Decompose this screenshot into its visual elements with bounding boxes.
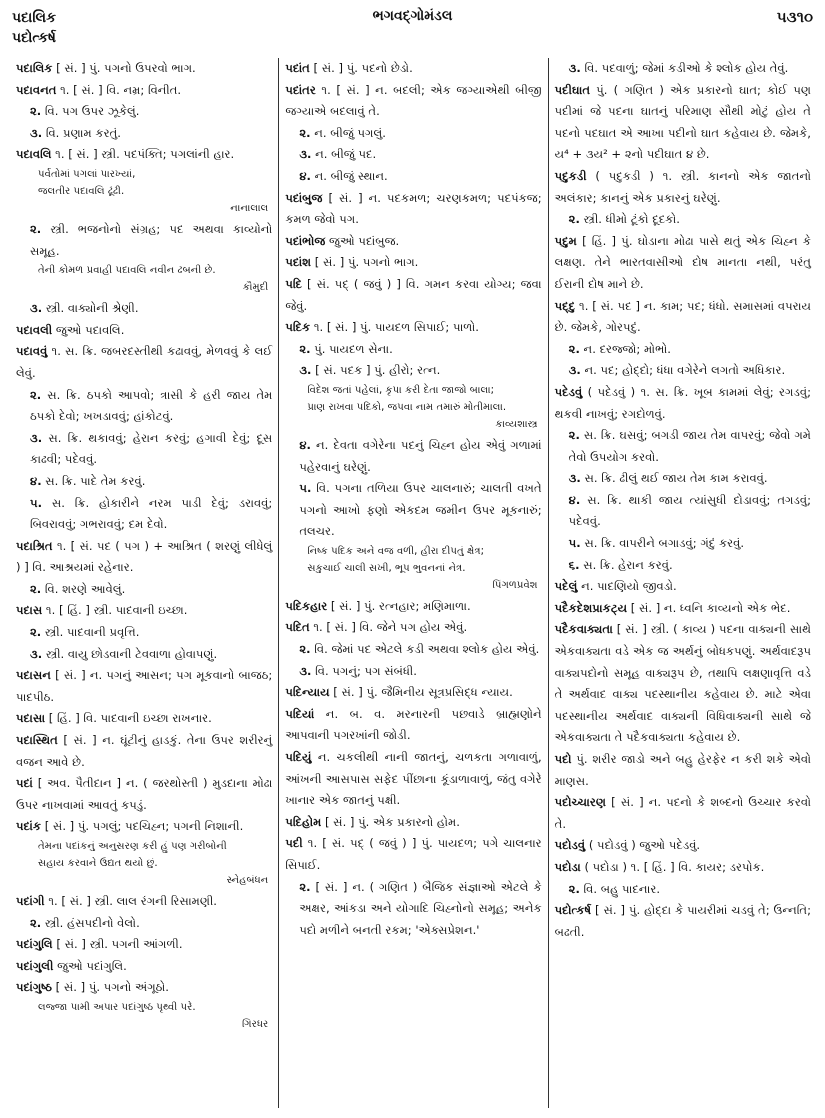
dictionary-entry [285, 617, 541, 639]
headword: પદાંશ [285, 255, 312, 270]
definition-text: ૧. [ સં. ] સ્ત્રી. પદપંક્તિ; પગલાંની હાર. [51, 147, 235, 162]
headword: પદિકહાર [285, 598, 328, 613]
headword: પદ્દુ [554, 298, 576, 313]
entry-sense [555, 360, 811, 382]
sense-number: ૪. [299, 168, 311, 183]
definition-text: [ સં. ] સ્ત્રી. પગની આંગળી. [52, 937, 183, 952]
sense-number: ૩. [299, 363, 312, 378]
sense-number: ૩. [30, 301, 43, 316]
definition-text: ન. પદ; હોદ્દો; ધંધા વગેરેને લગતો અધિકાર. [580, 363, 786, 378]
definition-text: સ્ત્રી. ભજનોનો સંગ્રહ; પદ અથવા કાવ્યોનો સમૂહ. [30, 221, 273, 258]
dictionary-entry [555, 166, 811, 209]
entry-sense [555, 879, 811, 901]
definition-text: [ સં. ] પું. રત્નહાર; મણિમાળા. [327, 598, 471, 613]
page-header [12, 8, 813, 52]
entry-sense [285, 123, 541, 145]
entry-sense [16, 471, 272, 493]
definition-text: ન. બીજું સ્થાન. [310, 168, 388, 183]
definition-text: સ્ત્રી. વાક્યોની શ્રેણી. [42, 301, 139, 316]
definition-text: વિ. પગનું; પગ સંબંધી. [311, 663, 417, 678]
sense-number: ૨. [568, 428, 580, 443]
entry-sense [285, 144, 541, 166]
entry-sense [16, 298, 272, 320]
headword: પદાલિક [16, 61, 53, 75]
quote-line: નિષ્ક પદિક અને વજ વળી, હીરા દીપતું ક્ષેત્ર; [307, 545, 485, 557]
dictionary-entry [285, 704, 541, 747]
entry-sense [285, 478, 541, 543]
definition-text: [ હિં. ] વિ. પાદવાની ઇચ્છા રાખનાર. [45, 711, 212, 726]
dictionary-entry [285, 317, 541, 339]
definition-text: ન. દરજ્જો; મોભો. [579, 341, 671, 356]
citation-quote [16, 262, 272, 296]
entry-sense [16, 219, 272, 262]
headword: પદાસન [16, 668, 51, 683]
definition-text: ન. પાદણિયો જીવડો. [577, 579, 677, 594]
definition-text: વિ. પગ ઉપર ઝૂકેલું. [41, 104, 140, 119]
entry-sense [16, 123, 272, 145]
sense-number: ૩. [299, 663, 312, 678]
definition-text: [ સં. ] ન. ( ગણિત ) બૈજિક સંજ્ઞાઓ એટલે કે અક્ષર, આંકડા અને યોગાદિ ચિહ્નોનો સમૂહ; અનેક પદો મળીને બનતી રકમ; 'એક્સપ્રેશન.' [299, 879, 542, 937]
entry-sense [16, 428, 272, 471]
headword: પદોડવું [554, 838, 586, 853]
definition-text: ૧. [ સં. ] વિ. જેને પગ હોય એવું. [309, 620, 468, 635]
headword: પદાસ્થિત [16, 733, 58, 748]
citation-quote [285, 543, 541, 594]
dictionary-entry [555, 576, 811, 598]
dictionary-entry [16, 600, 272, 622]
entry-sense [285, 877, 541, 942]
sense-number: ૩. [30, 125, 43, 140]
headword: પદુમ [554, 233, 577, 248]
citation-quote [16, 838, 272, 889]
headword: પદાવલી [16, 322, 53, 337]
headword: પદાંગુષ્ઠ [16, 980, 52, 995]
definition-text: ( પદુકડી ) ૧. સ્ત્રી. કાનનો એક જાતનો અલંકાર; કાનનું એક પ્રકારનું ઘરેણું. [554, 168, 811, 205]
dictionary-entry [285, 188, 541, 231]
dictionary-entry [285, 812, 541, 834]
headword: પદો [554, 752, 572, 766]
definition-text: જુઓ પદાંગુલિ. [53, 958, 127, 973]
headword: પદિક [285, 320, 311, 335]
entry-sense [285, 339, 541, 361]
definition-text: ૧. [ સં. ] પું. પાયદળ સિપાઈ; પાળો. [310, 320, 479, 335]
guide-word-first: પદાલિક [12, 10, 56, 26]
headword: પદાશ્રિત [16, 538, 53, 553]
headword: પદાવલિ [16, 147, 52, 162]
quote-source: ગિરધર [241, 1018, 269, 1030]
dictionary-entry [555, 900, 811, 943]
definition-text: [ સં. ] ન. પગનું આસન; પગ મૂકવાનો બાજઠ; પાદપીઠ. [16, 668, 273, 704]
dictionary-entry [285, 58, 541, 80]
sense-number: ૨. [30, 387, 42, 402]
definition-text: સ. ક્રિ. પાદે તેમ કરવું. [41, 473, 146, 488]
dictionary-entry [555, 792, 811, 835]
headword: પદાંત [285, 61, 310, 75]
definition-text: સ. ક્રિ. હોકારીને નરમ પાડી દેવું; ડરાવવું; બિવરાવવું; ગભરાવવું; દમ દેવો. [30, 495, 273, 532]
column-1 [10, 58, 278, 1108]
headword: પદાંક [16, 819, 42, 834]
entry-sense [16, 913, 272, 935]
headword: પદાંતર [285, 82, 316, 97]
definition-text: પું. ( ગણિત ) એક પ્રકારનો ઘાત; કોઈ પણ પદીમાં જે પદના ઘાતનું પરિમાણ સૌથી મોટું હોય તે પદનો પદઘાત એ આખા પદીનો ઘાત કહેવાય છે. જેમકે, ય⁴ + ૩ય² + ૨નો પદીઘાત ૪ છે. [554, 82, 811, 162]
dictionary-entry [555, 619, 811, 749]
dictionary-entry [16, 977, 272, 999]
definition-text: વિ. જેમાં પદ એટલે કડી અથવા શ્લોક હોય એવું. [310, 642, 540, 657]
sense-number: ૪. [568, 492, 581, 507]
definition-text: [ અવ. પૈતીદાન ] ન. ( જરથોસ્તી ) મુડદાના મોઢા ઉપર નાખવામાં આવતું કપડું. [16, 776, 273, 812]
sense-number: ૩. [568, 471, 581, 486]
quote-line: તેમના પદાંકનું અનુસરણ કરી હું પણ ગરીબોની [38, 841, 227, 852]
definition-text: સ્ત્રી. હંસપદીનો વેલો. [41, 915, 140, 930]
definition-text: ૧. [ સં. પદ ( પગ ) + આશ્રિત ( શરણું લીધેલું ) ] વિ. આશ્રયમાં રહેનાર. [16, 538, 273, 575]
definition-text: [ સં. ] પું. પગનો અંગૂઠો. [52, 980, 169, 995]
headword: પદાવવું [16, 344, 48, 359]
entry-sense [555, 58, 811, 80]
definition-text: સ. ક્રિ. ઘસવું; બગડી જાય તેમ વાપરવું; જેવો ગમે તેવો ઉપયોગ કરવો. [568, 428, 811, 464]
dictionary-entry [16, 58, 272, 80]
definition-text: વિ. શરણે આવેલું. [41, 581, 126, 596]
dictionary-entry [285, 231, 541, 253]
definition-text: પું. પાયદળ સેના. [310, 341, 393, 356]
definition-text: ૧. [ સં. ] વિ. નમ્ર; વિનીત. [56, 82, 182, 97]
headword: પદાવનત [16, 82, 57, 97]
quote-source: સ્નેહબંધન [226, 875, 269, 886]
dictionary-entry [16, 773, 272, 816]
headword: પદાં [16, 776, 33, 791]
dictionary-entry [16, 320, 272, 342]
sense-number: ૩. [568, 363, 581, 378]
quote-source: કૌમુદી [242, 282, 269, 294]
headword: પદુકડી [554, 168, 587, 183]
entry-sense [16, 101, 272, 123]
entry-sense [285, 166, 541, 188]
definition-text: વિ. પદવાળું; જેમાં કડીઓ કે શ્લોક હોય તેવું. [580, 61, 789, 75]
dictionary-entry [555, 296, 811, 339]
sense-number: ૩. [568, 61, 581, 75]
entry-sense [555, 533, 811, 555]
dictionary-entry [16, 891, 272, 913]
quote-line: પર્વતોમાં પગલાં પારખ્યાં, [38, 168, 136, 180]
headword: પદૈકવાક્યતા [554, 622, 613, 637]
sense-number: ૨. [299, 879, 311, 894]
sense-number: ૨. [299, 125, 311, 140]
headword: પદાંગી [16, 894, 45, 908]
dictionary-entry [555, 80, 811, 166]
headword: પદિયું [285, 750, 312, 765]
column-3 [548, 58, 817, 1108]
dictionary-entry [555, 857, 811, 879]
citation-quote [16, 999, 272, 1033]
dictionary-entry [285, 274, 541, 317]
definition-text: ન. બીજું પગલું. [310, 125, 386, 140]
page-number: ૫૩૧૦ [776, 8, 813, 26]
book-title: ભગવદ્ગોમંડલ [372, 8, 453, 24]
headword: પદાસા [16, 711, 46, 726]
entry-sense [285, 360, 541, 382]
sense-number: ૨. [30, 915, 42, 930]
dictionary-entry [285, 833, 541, 876]
entry-sense [285, 639, 541, 661]
sense-number: ૨. [30, 221, 42, 236]
sense-number: ૨. [568, 212, 580, 227]
definition-text: [ સં. ] ન. ઘૂંટીનું હાડકું. તેના ઉપર શરીરનું વજન આવે છે. [16, 733, 273, 769]
definition-text: સ. ક્રિ. થકાવવું; હેરાન કરવું; હગાવી દેવું; દૂસ કાઢવી; પદેવવું. [30, 430, 273, 467]
sense-number: ૬. [568, 557, 580, 572]
definition-text: જુઓ પદાંબુજ. [325, 233, 400, 248]
definition-text: ન. બ. વ. મરનારની પછવાડે બ્રાહ્મણોને આપવાની પગરખાંની જોડી. [285, 706, 542, 743]
sense-number: ૩. [299, 147, 312, 162]
quote-source: પિંગળપ્રવેશ [492, 579, 538, 591]
definition-text: વિ. પગના તળિયા ઉપર ચાલનારું; ચાલતી વખતે પગનો આખો ફણો એકદમ જમીન ઉપર મૂકનારું; તલચર. [299, 481, 542, 539]
quote-line: જલતીર પદાવલિ ઢૂંઢી. [38, 185, 125, 197]
entry-sense [16, 493, 272, 536]
sense-number: ૨. [299, 341, 311, 356]
entry-sense [555, 490, 811, 533]
headword: પદોત્કર્ષ [554, 903, 592, 918]
entry-sense [16, 385, 272, 428]
dictionary-entry [16, 144, 272, 166]
entry-sense [555, 555, 811, 577]
dictionary-entry [285, 252, 541, 274]
sense-number: ૫. [30, 495, 43, 510]
definition-text: [ સં. ] સ્ત્રી. ( કાવ્ય ) પદના વાક્યની સાથે એકવાક્યતા વડે એક જ અર્થનું બોધકપણું. અર્થવાદરૂપ વાક્યપદોનો સમૂહ વાક્યરૂપ છે, તથાપિ લક્ષણાવૃત્તિ વડે તે અર્થવાદ વાક્ય પદસ્થાનીય કહેવાય છે. માટે એવા પદસ્થાનીય અર્થવાદ વાક્યની વિધિવાક્યની સાથે જે એકવાક્યતા તે પદૈકવાક્યતા કહેવાય છે. [554, 622, 811, 745]
entry-sense [16, 622, 272, 644]
citation-quote [16, 166, 272, 217]
headword: પદાંગુલી [16, 958, 54, 973]
definition-text: સ. ક્રિ. હેરાન કરવું. [579, 557, 673, 572]
sense-number: ૨. [568, 881, 580, 896]
dictionary-entry [16, 956, 272, 978]
definition-text: [ સં. ] ન. પદનો કે શબ્દનો ઉચ્ચાર કરવો તે. [554, 795, 811, 831]
definition-text: [ સં. ] પું. પગલું; પદચિહ્ન; પગની નિશાની. [41, 819, 244, 834]
definition-text: [ સં. ] પું. એક પ્રકારનો હોમ. [321, 814, 460, 829]
headword: પદાસ [16, 603, 43, 618]
definition-text: સ. ક્રિ. વાપરીને બગાડવું; ગંદું કરવું. [580, 536, 745, 551]
dictionary-columns [10, 58, 817, 1108]
quote-line: લજ્જા પામી અપાર પદાંગુષ્ઠ પૃથ્વી પરે. [38, 1001, 196, 1013]
quote-line: સહાય કરવાને ઉદ્યત થયો છું. [38, 858, 158, 869]
headword: પદાંભોજ [285, 233, 326, 248]
definition-text: ન. બીજું પદ. [311, 147, 377, 162]
quote-line: વિદેશ જતાં પહેલાં, કૃપા કરી દેતા જાજો બાલા; [307, 384, 495, 396]
entry-sense [555, 209, 811, 231]
definition-text: સ. ક્રિ. ઢીલું થઈ જાય તેમ કામ કરાવવું. [580, 471, 768, 486]
sense-number: ૨. [30, 104, 42, 119]
dictionary-entry [16, 934, 272, 956]
dictionary-entry [16, 341, 272, 384]
headword: પદિત [285, 620, 310, 635]
dictionary-entry [285, 80, 541, 123]
definition-text: સ્ત્રી. પાદવાની પ્રવૃત્તિ. [41, 625, 140, 640]
headword: પદેલું [554, 579, 578, 594]
quote-source: નાનાલાલ [230, 202, 269, 214]
dictionary-entry [16, 536, 272, 579]
sense-number: ૪. [30, 473, 42, 488]
headword: પદિહોમ [285, 814, 322, 829]
sense-number: ૨. [30, 581, 42, 596]
definition-text: [ સં. ] ન. ધ્વનિ કાવ્યનો એક ભેદ. [627, 600, 791, 615]
sense-number: ૨. [568, 341, 580, 356]
definition-text: ૧. [ સં. ] ન. બદલી; એક જગ્યાએથી બીજી જગ્યાએ બદલાવું તે. [285, 82, 542, 119]
headword: પદાંગુલિ [16, 937, 53, 952]
definition-text: [ સં. ] પું. હોદ્દા કે પાયરીમાં ચડવું તે; ઉન્નતિ; બઢતી. [554, 903, 811, 939]
sense-number: ૫. [568, 536, 581, 551]
entry-sense [16, 644, 272, 666]
sense-number: ૫. [299, 481, 312, 496]
headword: પદાંબુજ [285, 190, 323, 205]
definition-text: [ સં. ] પું. જૈમિનીય સૂત્રપ્રસિદ્ધ ન્યાય. [329, 685, 513, 700]
dictionary-entry [16, 665, 272, 708]
definition-text: વિ. પ્રણામ કરતું. [42, 125, 121, 140]
definition-text: [ સં. ] પું. પદનો છેડો. [309, 61, 413, 75]
entry-sense [285, 435, 541, 478]
sense-number: ૨. [299, 642, 311, 657]
dictionary-entry [285, 682, 541, 704]
dictionary-entry [285, 747, 541, 812]
definition-text: પું. શરીર જાડો અને બહુ હેરફેર ન કરી શકે એવો માણસ. [554, 752, 811, 788]
definition-text: સ. ક્રિ. ઠપકો આપવો; ત્રાસી કે હરી જાય તેમ ઠપકો દેવો; ખખડાવવું; હાંકોટવું. [30, 387, 273, 424]
definition-text: ( પદોડવું ) જુઓ પદેડવું. [585, 838, 701, 853]
definition-text: [ હિં. ] પું. ઘોડાના મોઢા પાસે થતું એક ચિહ્ન કે લક્ષણ. તેને ભારતવાસીઓ દોષ માનતા નથી, પરંતુ ઈરાની દોષ માને છે. [554, 233, 811, 291]
definition-text: સ્ત્રી. વાયુ છોડવાની ટેવવાળા હોવાપણું. [42, 646, 218, 661]
definition-text: ( પદોડા ) ૧. [ હિં. ] વિ. કાયર; ડરપોક. [580, 859, 765, 874]
entry-sense [555, 468, 811, 490]
sense-number: ૪. [299, 437, 311, 452]
definition-text: સ્ત્રી. ધીમો ટૂંકો દૂદકો. [579, 212, 680, 227]
definition-text: [ સં. ] ન. પદકમળ; ચરણકમળ; પદપંકજ; કમળ જેવો પગ. [285, 190, 542, 227]
entry-sense [555, 425, 811, 468]
dictionary-entry [555, 598, 811, 620]
quote-source: કાવ્યશાસ્ત્ર [495, 418, 538, 430]
definition-text: સ. ક્રિ. થાકી જાય ત્યાંસુધી દોડાવવું; તગડવું; પદેવવું. [568, 492, 811, 529]
definition-text: ૧. સ. ક્રિ. જબરદસ્તીથી કઢાવવું, મેળવવું કે લઈ લેવું. [16, 344, 273, 380]
headword: પદિન્યાય [285, 685, 330, 700]
column-2 [278, 58, 547, 1108]
definition-text: [ સં. ] પું. પગનો ઉપરવો ભાગ. [52, 61, 196, 75]
definition-text: [ સં. ] પું. પગનો ભાગ. [311, 255, 419, 270]
entry-sense [16, 579, 272, 601]
definition-text: વિ. બહુ પાદનાર. [579, 881, 661, 896]
headword: પદિ [285, 276, 302, 291]
dictionary-entry [555, 382, 811, 425]
sense-number: ૨. [30, 625, 42, 640]
dictionary-entry [555, 835, 811, 857]
dictionary-entry [555, 231, 811, 296]
dictionary-entry [16, 730, 272, 773]
entry-sense [285, 661, 541, 683]
definition-text: [ સં. પદ્ ( જવું ) ] વિ. ગમન કરવા યોગ્ય; જવા જેવું. [285, 276, 542, 313]
dictionary-entry [16, 80, 272, 102]
definition-text: ન. દેવતા વગેરેના પદનું ચિહ્ન હોય એવું ગળામાં પહેરવાનું ઘરેણું. [299, 437, 542, 474]
citation-quote [285, 382, 541, 433]
quote-line: તેની કોમળ પ્રવાહી પદાવલિ નવીન ઢબની છે. [38, 265, 216, 277]
definition-text: ૧. [ સં. પદ ] ન. કામ; પદ; ધંધો. સમાસમાં વપરાય છે. જેમકે, ગોરપદું. [554, 298, 811, 335]
definition-text: [ સં. પદક ] પું. હીરો; રત્ન. [311, 363, 441, 378]
definition-text: ન. ચકલીથી નાની જાતનું, ચળકતા ગળાવાળું, આંખની આસપાસ સફેદ પીંછાના કૂંડાળાવાળું, જંતુ વગેરે ખાનાર એક જાતનું પક્ષી. [285, 750, 542, 808]
dictionary-entry [285, 596, 541, 618]
guide-word-last: પદોત્કર્ષ [12, 30, 56, 46]
definition-text: ૧. [ સં. ] સ્ત્રી. લાલ રંગની રિસામણી. [44, 894, 217, 908]
headword: પદૈકદેશપ્રાકટ્ય [554, 600, 628, 615]
sense-number: ૩. [30, 646, 43, 661]
headword: પદેડવું [554, 384, 583, 399]
definition-text: ( પદેડવું ) ૧. સ. ક્રિ. ખૂબ કામમાં લેવું; રગડવું; થકવી નાખવું; રગદોળવું. [554, 384, 811, 421]
headword: પદી [285, 836, 303, 851]
entry-sense [555, 339, 811, 361]
definition-text: જુઓ પદાવલિ. [52, 322, 125, 337]
headword: પદોચ્ચારણ [554, 795, 606, 810]
dictionary-entry [555, 749, 811, 792]
headword: પદીઘાત [554, 82, 591, 97]
dictionary-entry [16, 816, 272, 838]
headword: પદોડા [554, 859, 581, 874]
quote-line: સકુચાઈ ચાલી સખી, ભૂપ ભુવનનાં નેત્ર. [307, 562, 466, 574]
quote-line: પ્રાણ રાખવા પદિકો, જપવા નામ તમારું મોતીમાલા. [307, 401, 507, 413]
definition-text: ૧. [ હિં. ] સ્ત્રી. પાદવાની ઇચ્છા. [42, 603, 188, 618]
dictionary-entry [16, 708, 272, 730]
definition-text: ૧. [ સં. પદ્ ( જવું ) ] પું. પાયદળ; પગે ચાલનાર સિપાઈ. [285, 836, 542, 872]
sense-number: ૩. [30, 430, 43, 445]
headword: પદિયાં [285, 706, 315, 721]
